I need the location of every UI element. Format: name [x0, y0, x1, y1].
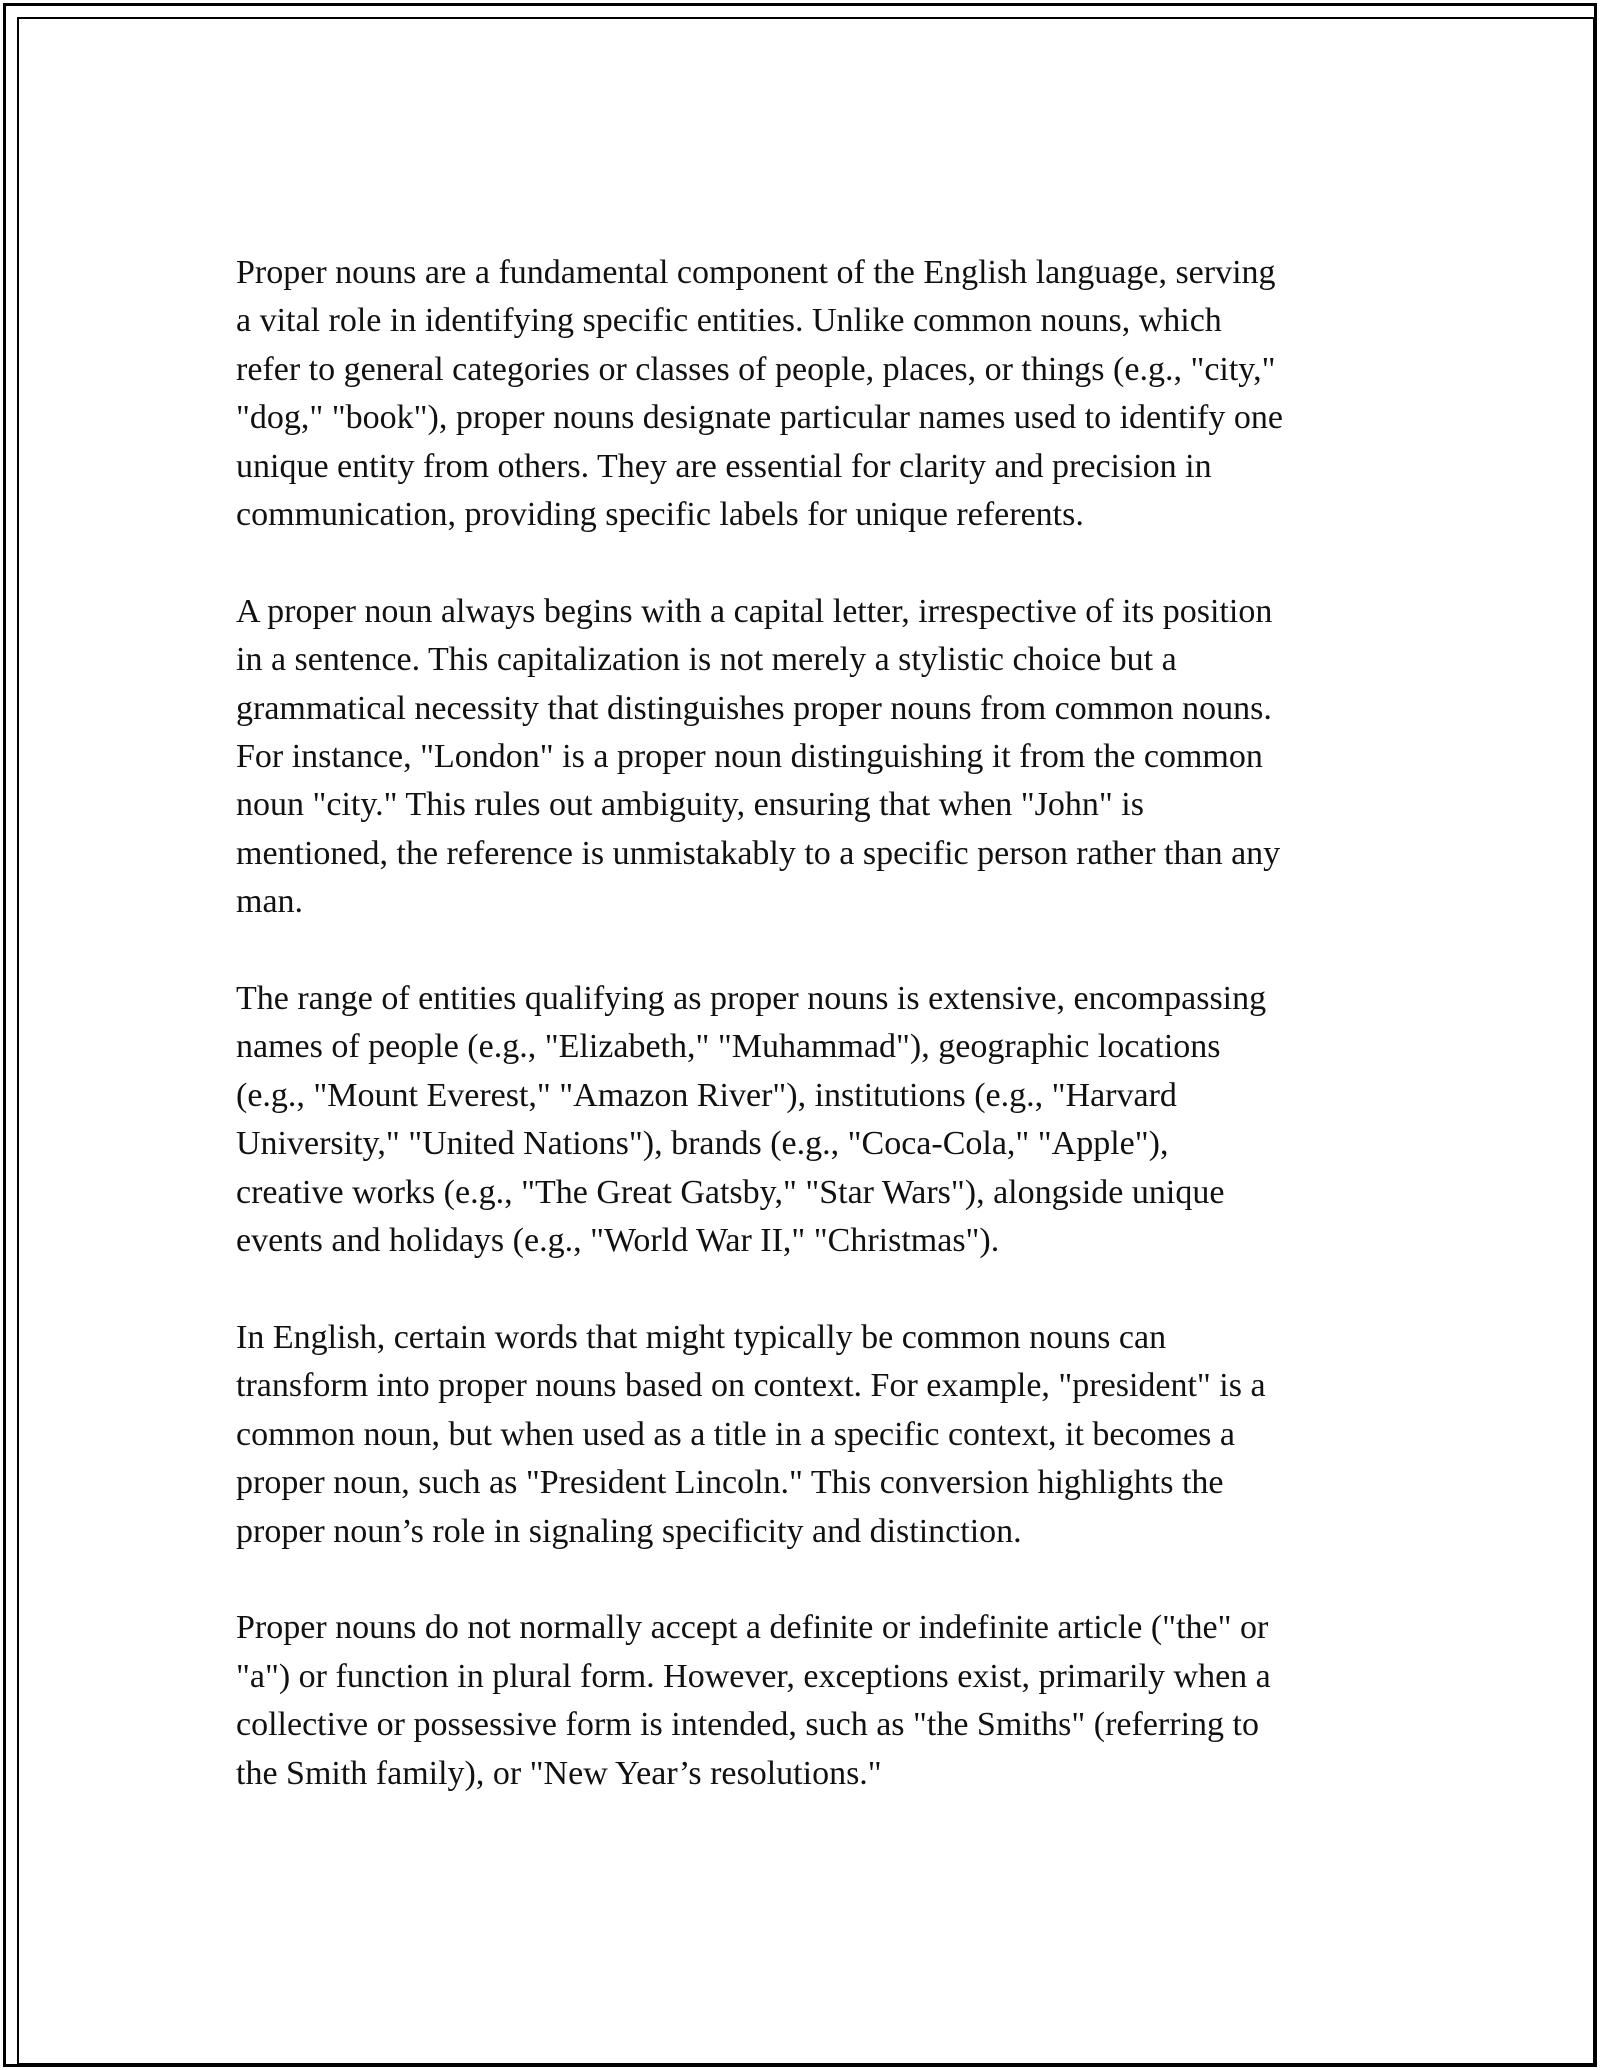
text-line: unique entity from others. They are essential for clarity and precision in: [236, 447, 1212, 485]
text-line: a vital role in identifying specific entities. Unlike common nouns, which: [236, 302, 1222, 340]
text-line: The range of entities qualifying as proper nouns is extensive, encompassing: [236, 980, 1267, 1018]
text-line: proper noun’s role in signaling specificity and distinction.: [236, 1512, 1022, 1550]
text-line: transform into proper nouns based on context. For example, "president" is a: [236, 1367, 1266, 1405]
text-line: For instance, "London" is a proper noun distinguishing it from the common: [236, 738, 1263, 776]
text-line: common noun, but when used as a title in a specific context, it becomes a: [236, 1415, 1235, 1453]
text-line: A proper noun always begins with a capital letter, irrespective of its position: [236, 592, 1273, 630]
text-line: Proper nouns do not normally accept a definite or indefinite article ("the" or: [236, 1609, 1269, 1647]
text-line: grammatical necessity that distinguishes proper nouns from common nouns.: [236, 689, 1272, 727]
text-line: University," "United Nations"), brands (e.g., "Coca-Cola," "Apple"),: [236, 1125, 1169, 1163]
text-line: In English, certain words that might typically be common nouns can: [236, 1318, 1167, 1356]
paragraph-2: [236, 588, 1376, 927]
text-line: man.: [236, 883, 304, 921]
text-line: creative works (e.g., "The Great Gatsby," "Star Wars"), alongside unique: [236, 1173, 1225, 1211]
text-line: the Smith family), or "New Year’s resolutions.": [236, 1754, 882, 1792]
text-line: mentioned, the reference is unmistakably to a specific person rather than any: [236, 834, 1281, 872]
text-line: names of people (e.g., "Elizabeth," "Muhammad"), geographic locations: [236, 1028, 1221, 1066]
text-line: events and holidays (e.g., "World War II," "Christmas").: [236, 1222, 1000, 1260]
text-line: "dog," "book"), proper nouns designate particular names used to identify one: [236, 399, 1283, 437]
text-line: proper noun, such as "President Lincoln." This conversion highlights the: [236, 1464, 1224, 1502]
paragraph-5: [236, 1604, 1376, 1798]
text-line: "a") or function in plural form. However, exceptions exist, primarily when a: [236, 1657, 1271, 1695]
text-line: refer to general categories or classes of people, places, or things (e.g., "city,": [236, 350, 1276, 388]
paragraph-4: [236, 1314, 1376, 1556]
text-line: communication, providing specific labels for unique referents.: [236, 496, 1084, 534]
document-body: [236, 249, 1376, 1846]
paragraph-1: [236, 249, 1376, 539]
text-line: (e.g., "Mount Everest," "Amazon River"), institutions (e.g., "Harvard: [236, 1076, 1177, 1114]
text-line: noun "city." This rules out ambiguity, ensuring that when "John" is: [236, 786, 1144, 824]
text-line: Proper nouns are a fundamental component of the English language, serving: [236, 254, 1276, 291]
paragraph-3: [236, 975, 1376, 1265]
text-line: in a sentence. This capitalization is not merely a stylistic choice but a: [236, 641, 1177, 679]
text-line: collective or possessive form is intended, such as "the Smiths" (referring to: [236, 1706, 1259, 1744]
